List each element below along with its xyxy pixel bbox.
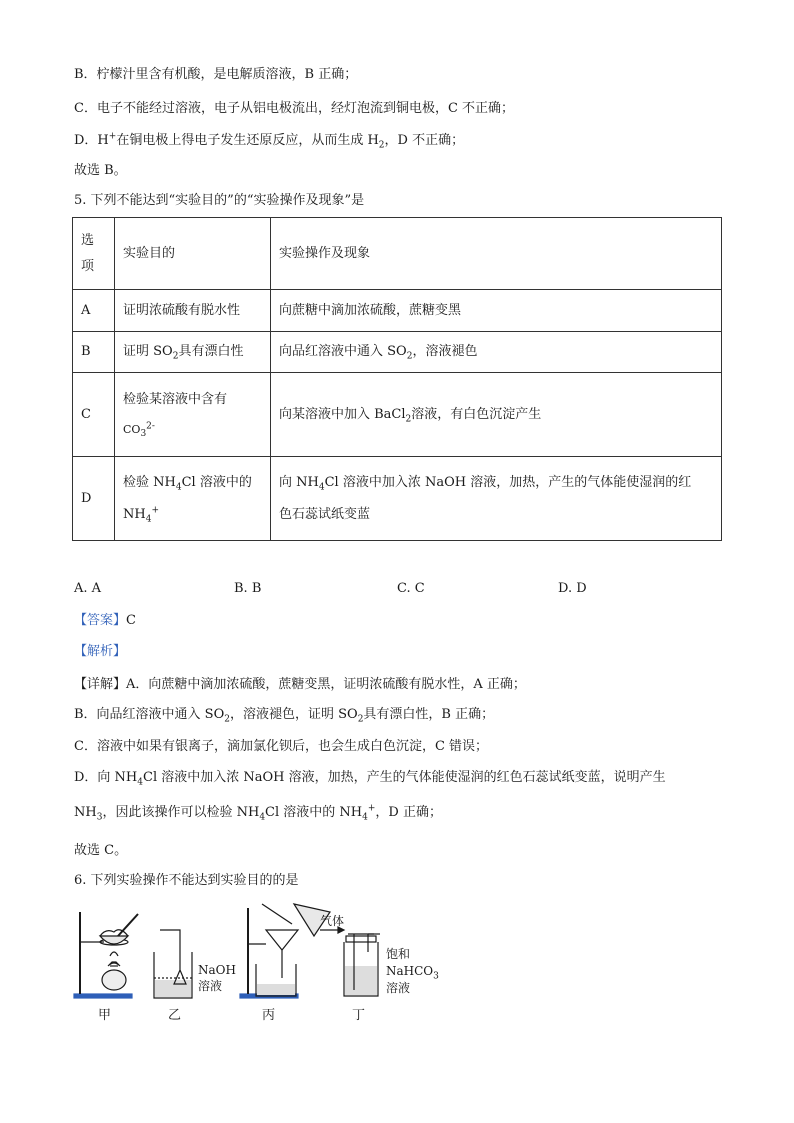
explanation-c: C．电子不能经过溶液，电子从铝电极流出，经灯泡流到铜电极，C 不正确； (74, 101, 515, 116)
header-operation: 实验操作及现象 (271, 218, 722, 290)
table-row (73, 373, 722, 457)
explanation-b: B．柠檬汁里含有机酸，是电解质溶液，B 正确； (74, 67, 358, 82)
row-operation: 向品红溶液中通入 $SO_2$，溶液褪色 (271, 332, 722, 373)
detail-d-line2: $NH_3$，因此该操作可以检验 $NH_4Cl$ 溶液中的 $NH_4^+$，D 正确； (74, 803, 442, 823)
question-5-conclusion: 故选 C。 (74, 843, 128, 858)
apparatus-ding (320, 927, 380, 996)
explanation-conclusion: 故选 B。 (74, 163, 127, 178)
label-ding: 丁 (352, 1008, 366, 1023)
apparatus-bing (240, 904, 330, 998)
analysis-heading: 【解析】 (74, 644, 127, 659)
question-6-stem: 6. 下列实验操作不能达到实验目的的是 (74, 873, 299, 888)
row-option: A (73, 290, 115, 332)
table-row (73, 332, 722, 373)
detail-a: 【详解】A．向蔗糖中滴加浓硫酸，蔗糖变黑，证明浓硫酸有脱水性，A 正确； (74, 677, 526, 692)
row-operation: 向某溶液中加入 BaCl$_2$溶液，有白色沉淀产生 (271, 373, 722, 457)
choice-b: B. B (234, 581, 262, 596)
table-row (73, 457, 722, 541)
apparatus-yi (154, 930, 192, 998)
row-operation: 向蔗糖中滴加浓硫酸，蔗糖变黑 (271, 290, 722, 332)
choice-c: C. C (397, 581, 425, 596)
table-header-row (73, 218, 722, 290)
row-option: D (73, 457, 115, 541)
question-5-table (72, 217, 722, 541)
header-purpose: 实验目的 (115, 218, 271, 290)
answer-line: 【答案】C (74, 613, 136, 628)
carbonate-ion: $CO_3^{2-}$ (123, 420, 155, 439)
label-yi: 乙 (168, 1008, 182, 1023)
explanation-d: D．H+在铜电极上得电子发生还原反应，从而生成 $H_2$，D 不正确； (74, 131, 465, 151)
detail-c: C．溶液中如果有银离子，滴加氯化钡后，也会生成白色沉淀，C 错误； (74, 739, 489, 754)
gas-label: 气体 (320, 914, 345, 928)
question-6-figures (70, 900, 470, 1030)
nahco3-label: 饱和 NaHCO$_3$ 溶液 (386, 947, 439, 995)
detail-b: B．向品红溶液中通入 $SO_2$，溶液褪色，证明 $SO_2$具有漂白性，B 正确； (74, 707, 495, 725)
row-purpose: 证明 $SO_2$具有漂白性 (115, 332, 271, 373)
naoh-label: NaOH 溶液 (198, 963, 236, 993)
question-5-stem: 5. 下列不能达到“实验目的”的“实验操作及现象”是 (74, 193, 365, 208)
row-purpose: 检验 $NH_4Cl$ 溶液中的 $NH_4^+$ (115, 457, 271, 541)
question-5-choices (74, 581, 714, 601)
table-row (73, 290, 722, 332)
choice-d: D. D (558, 581, 587, 596)
label-bing: 丙 (262, 1008, 276, 1023)
choice-a: A. A (74, 581, 102, 596)
row-purpose: 检验某溶液中含有 $CO_3^{2-}$ (115, 373, 271, 457)
label-jia: 甲 (98, 1008, 112, 1023)
row-purpose: 证明浓硫酸有脱水性 (115, 290, 271, 332)
row-option: C (73, 373, 115, 457)
header-option: 选项 (73, 218, 115, 290)
row-option: B (73, 332, 115, 373)
row-operation: 向 $NH_4Cl$ 溶液中加入浓 NaOH 溶液，加热，产生的气体能使湿润的红 色石蕊试纸变蓝 (271, 457, 722, 541)
apparatus-jia (74, 912, 138, 998)
detail-d-line1: D．向 $NH_4Cl$ 溶液中加入浓 NaOH 溶液，加热，产生的气体能使湿润的红色石蕊试纸变蓝，说明产生 (74, 770, 666, 788)
ammonium-ion: $NH_4^+$ (123, 505, 159, 525)
